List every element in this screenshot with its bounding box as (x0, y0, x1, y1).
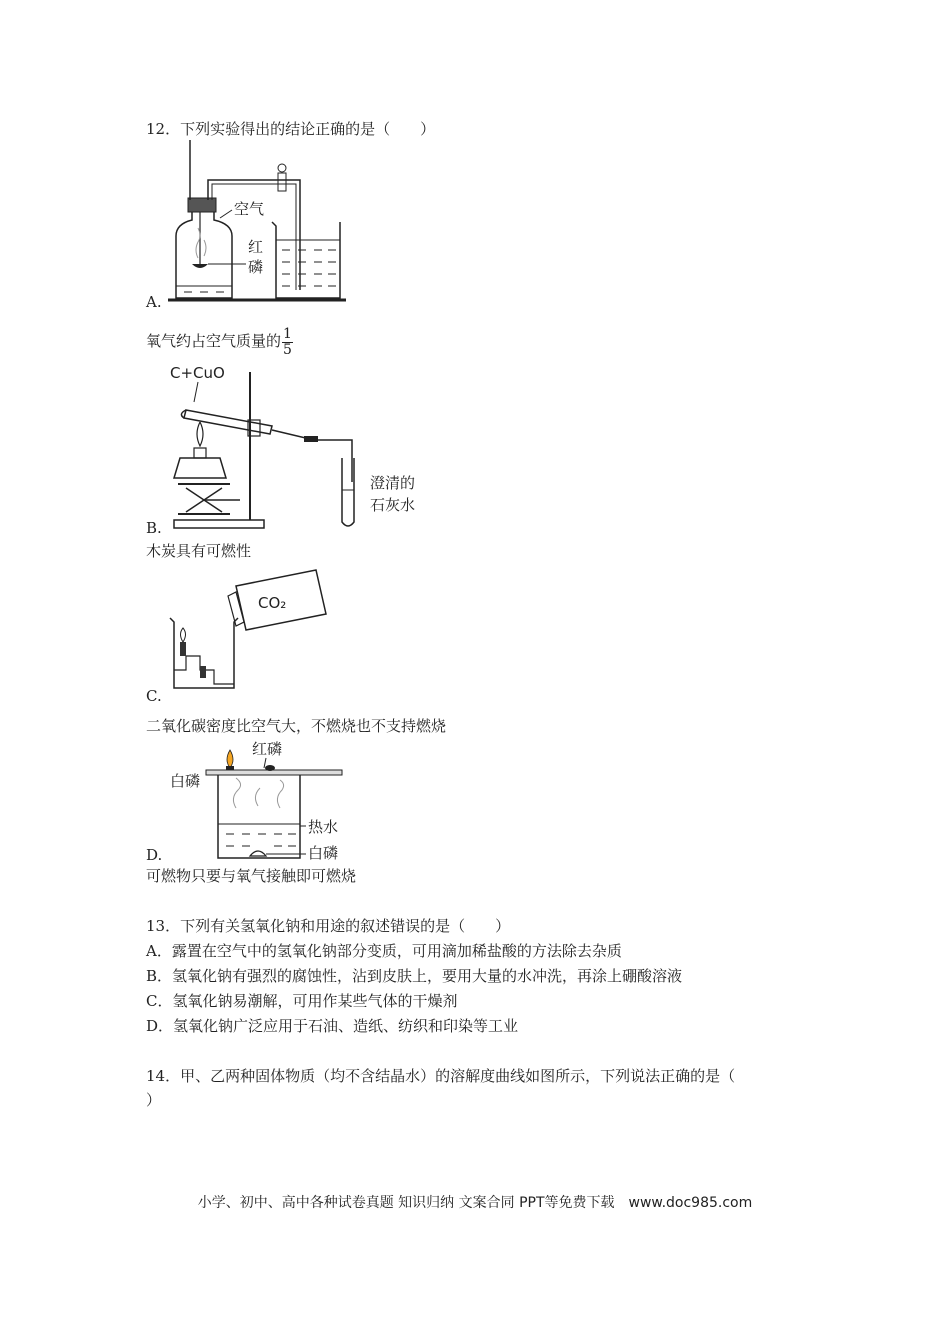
q12-option-d-conclusion: 可燃物只要与氧气接触即可燃烧 (146, 867, 357, 885)
figure-d-hot-water-phosphorus (166, 738, 376, 866)
label-clear: 澄清的 (370, 474, 416, 492)
label-hot-water: 热水 (308, 818, 339, 836)
label-c-cuo: C+CuO (170, 364, 225, 382)
fraction-numerator: 1 (283, 325, 292, 342)
q12-stem: 12．下列实验得出的结论正确的是（ ） (146, 120, 436, 138)
label-limewater: 石灰水 (370, 496, 416, 514)
label-air: 空气 (234, 200, 265, 218)
label-white-phosphorus-top: 白磷 (170, 772, 201, 790)
label-red: 红 (248, 238, 264, 256)
fraction-denominator: 5 (283, 341, 292, 358)
q13-option-a: A．露置在空气中的氢氧化钠部分变质，可用滴加稀盐酸的方法除去杂质 (146, 942, 622, 960)
page-footer: 小学、初中、高中各种试卷真题 知识归纳 文案合同 PPT等免费下载 www.doc985.com (197, 1195, 753, 1211)
label-red-phosphorus: 红磷 (252, 740, 283, 758)
fraction-one-fifth (282, 327, 293, 358)
q14-stem-line2: ） (146, 1091, 162, 1109)
q12-option-a-letter: A. (146, 293, 162, 311)
figure-b-carbon-copper-oxide-apparatus (164, 362, 444, 532)
q12-option-b-conclusion: 木炭具有可燃性 (146, 542, 252, 560)
q12-option-c-conclusion: 二氧化碳密度比空气大，不燃烧也不支持燃烧 (146, 717, 447, 735)
label-phosphorus: 磷 (248, 258, 264, 276)
q12-option-b-letter: B. (146, 519, 162, 537)
figure-c-co2-pouring-beaker (166, 566, 336, 696)
option-a-text: 氧气约占空气质量的 (146, 332, 282, 350)
q12-option-a-conclusion (146, 324, 293, 358)
label-co2: CO₂ (258, 594, 287, 612)
q13-option-d: D．氢氧化钠广泛应用于石油、造纸、纺织和印染等工业 (146, 1017, 519, 1035)
q12-option-c-letter: C. (146, 687, 162, 705)
figure-a-red-phosphorus-apparatus (168, 140, 353, 306)
q12-option-d-letter: D. (146, 846, 163, 864)
label-white-phosphorus-bottom: 白磷 (308, 844, 339, 862)
q14-stem-line1: 14．甲、乙两种固体物质（均不含结晶水）的溶解度曲线如图所示，下列说法正确的是（ (146, 1067, 736, 1085)
q13-stem: 13．下列有关氢氧化钠和用途的叙述错误的是（ ） (146, 917, 511, 935)
q13-option-c: C．氢氧化钠易潮解，可用作某些气体的干燥剂 (146, 992, 458, 1010)
q13-option-b: B．氢氧化钠有强烈的腐蚀性，沾到皮肤上，要用大量的水冲洗，再涂上硼酸溶液 (146, 967, 683, 985)
